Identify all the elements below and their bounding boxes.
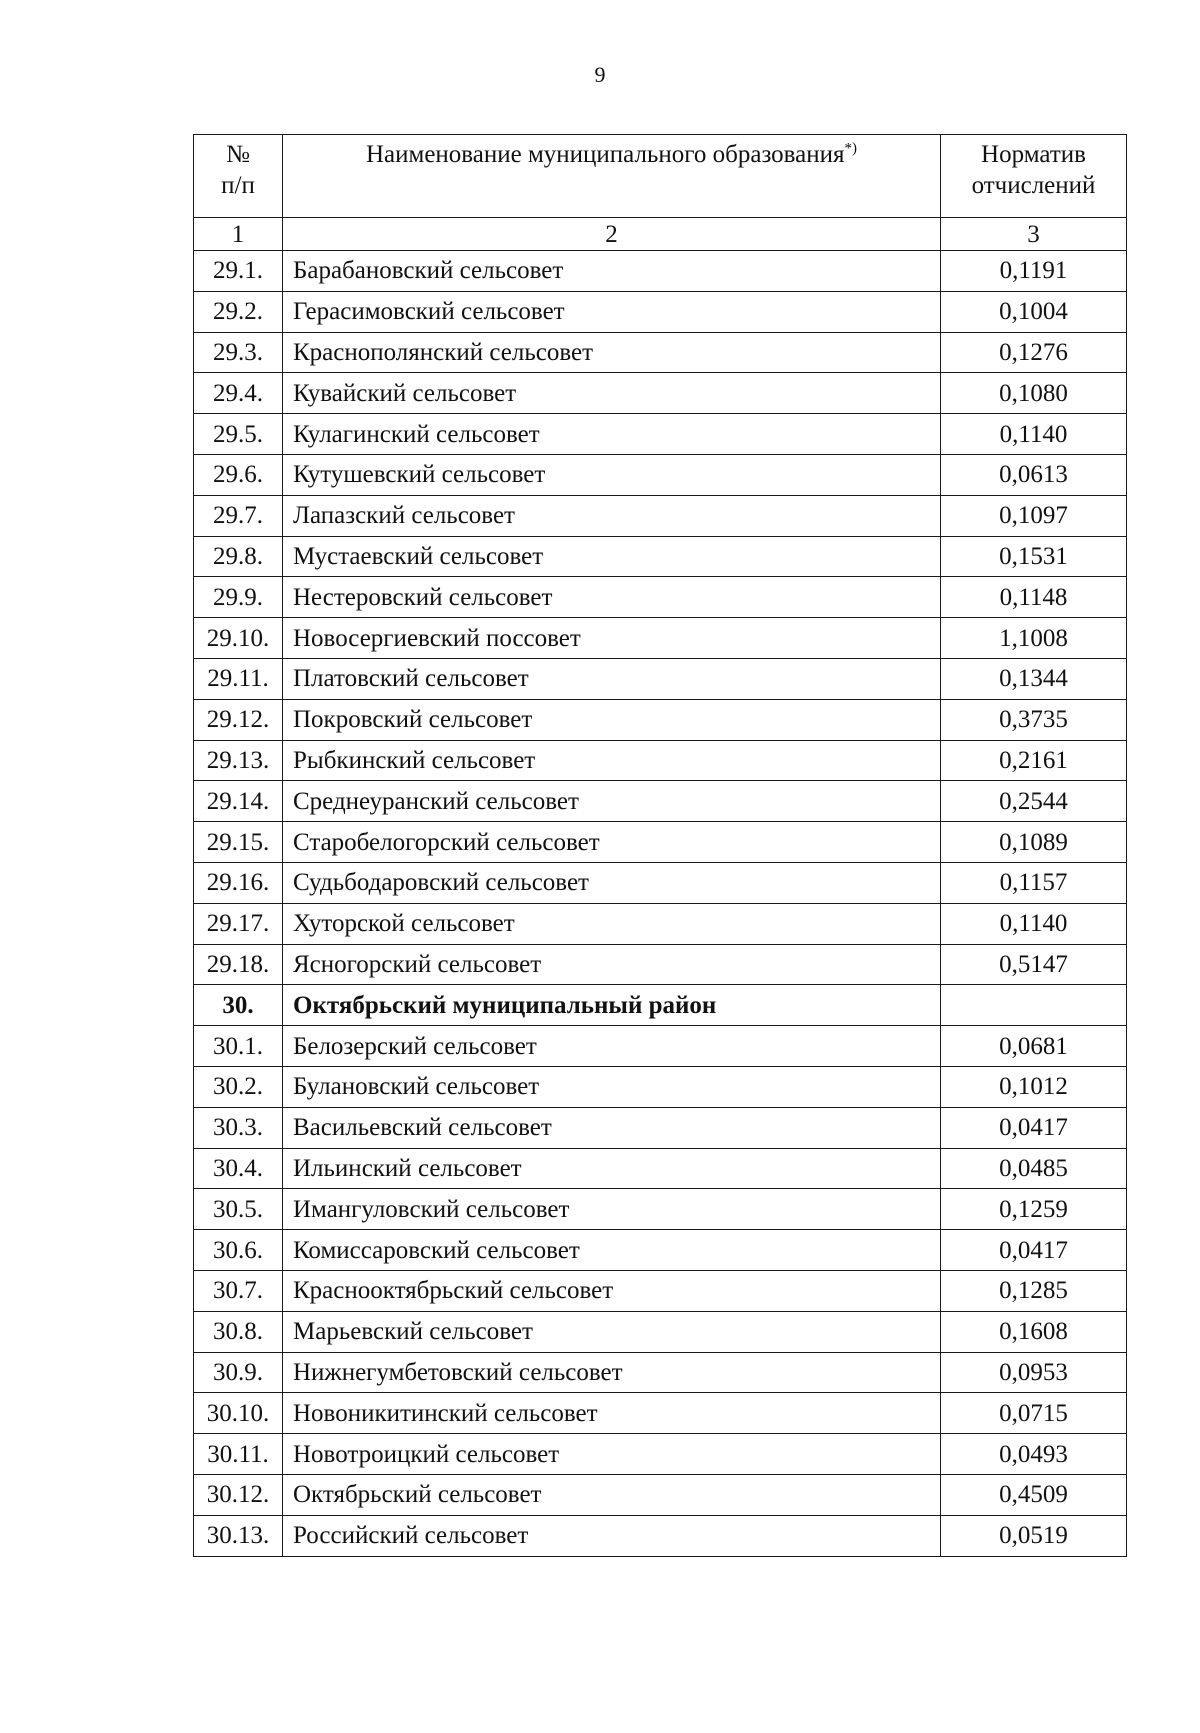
table-row <box>194 291 1127 332</box>
row-number: 30.3. <box>194 1107 283 1148</box>
header-name <box>283 135 941 218</box>
allocation-rate: 0,1140 <box>941 903 1127 944</box>
table-row <box>194 1515 1127 1556</box>
table-row <box>194 658 1127 699</box>
allocation-rate: 0,2544 <box>941 781 1127 822</box>
allocation-rate: 0,0681 <box>941 1026 1127 1067</box>
row-number: 30.4. <box>194 1148 283 1189</box>
table-row <box>194 740 1127 781</box>
row-number: 30.2. <box>194 1066 283 1107</box>
allocation-rate: 0,1148 <box>941 577 1127 618</box>
municipality-name: Платовский сельсовет <box>283 658 941 699</box>
allocation-rate: 0,1012 <box>941 1066 1127 1107</box>
row-number: 29.3. <box>194 332 283 373</box>
municipality-name: Новосергиевский поссовет <box>283 618 941 659</box>
table-row <box>194 495 1127 536</box>
row-number: 29.16. <box>194 862 283 903</box>
page-number: 9 <box>594 62 606 87</box>
row-number: 29.10. <box>194 618 283 659</box>
municipality-name: Среднеуранский сельсовет <box>283 781 941 822</box>
header-value-line2: отчислений <box>971 172 1096 200</box>
municipality-name: Краснооктябрьский сельсовет <box>283 1270 941 1311</box>
allocation-rate: 0,2161 <box>941 740 1127 781</box>
allocation-rate: 0,0417 <box>941 1107 1127 1148</box>
table-body <box>194 251 1127 1557</box>
allocation-rate: 0,0485 <box>941 1148 1127 1189</box>
row-number: 29.13. <box>194 740 283 781</box>
municipality-name: Рыбкинский сельсовет <box>283 740 941 781</box>
row-number: 30.6. <box>194 1230 283 1271</box>
allocation-rate: 0,1344 <box>941 658 1127 699</box>
table-row <box>194 903 1127 944</box>
footnote-mark: *) <box>844 140 858 157</box>
municipality-name: Покровский сельсовет <box>283 699 941 740</box>
table-row <box>194 1270 1127 1311</box>
column-index-1: 1 <box>194 218 283 251</box>
row-number: 29.17. <box>194 903 283 944</box>
municipality-name: Новотроицкий сельсовет <box>283 1434 941 1475</box>
row-number: 30.7. <box>194 1270 283 1311</box>
table-row <box>194 1311 1127 1352</box>
allocation-rate: 0,0715 <box>941 1393 1127 1434</box>
allocation-rate: 0,1276 <box>941 332 1127 373</box>
municipality-name: Старобелогорский сельсовет <box>283 822 941 863</box>
row-number: 30.8. <box>194 1311 283 1352</box>
table-row <box>194 373 1127 414</box>
row-number: 29.1. <box>194 251 283 292</box>
allocation-rate: 0,1004 <box>941 291 1127 332</box>
allocation-rate: 0,1259 <box>941 1189 1127 1230</box>
table-row <box>194 536 1127 577</box>
table-row <box>194 1393 1127 1434</box>
municipality-name: Герасимовский сельсовет <box>283 291 941 332</box>
header-number-line2: п/п <box>221 172 255 200</box>
table-row <box>194 781 1127 822</box>
allocation-rate: 0,0613 <box>941 454 1127 495</box>
table-row <box>194 332 1127 373</box>
allocation-rate: 0,0417 <box>941 1230 1127 1271</box>
row-number: 30.10. <box>194 1393 283 1434</box>
row-number: 29.5. <box>194 414 283 455</box>
municipality-name: Булановский сельсовет <box>283 1066 941 1107</box>
allocation-table <box>193 134 1127 1557</box>
municipality-name: Новоникитинский сельсовет <box>283 1393 941 1434</box>
allocation-rate: 0,0493 <box>941 1434 1127 1475</box>
municipality-name: Марьевский сельсовет <box>283 1311 941 1352</box>
table-row <box>194 1066 1127 1107</box>
municipality-name: Имангуловский сельсовет <box>283 1189 941 1230</box>
row-number: 29.12. <box>194 699 283 740</box>
row-number: 29.8. <box>194 536 283 577</box>
table-row <box>194 1474 1127 1515</box>
municipality-name: Кулагинский сельсовет <box>283 414 941 455</box>
row-number: 30.11. <box>194 1434 283 1475</box>
header-value <box>941 135 1127 218</box>
row-number: 29.7. <box>194 495 283 536</box>
municipality-name: Хуторской сельсовет <box>283 903 941 944</box>
table-row <box>194 822 1127 863</box>
row-number: 29.15. <box>194 822 283 863</box>
municipality-name: Ильинский сельсовет <box>283 1148 941 1189</box>
row-number: 30.1. <box>194 1026 283 1067</box>
table-row <box>194 944 1127 985</box>
municipality-name: Васильевский сельсовет <box>283 1107 941 1148</box>
row-number: 29.11. <box>194 658 283 699</box>
row-number: 29.6. <box>194 454 283 495</box>
allocation-rate: 0,1089 <box>941 822 1127 863</box>
allocation-rate: 0,4509 <box>941 1474 1127 1515</box>
table-row <box>194 1352 1127 1393</box>
allocation-rate: 0,0519 <box>941 1515 1127 1556</box>
allocation-rate: 0,1157 <box>941 862 1127 903</box>
allocation-rate: 0,1140 <box>941 414 1127 455</box>
header-number-line1: № <box>226 141 250 168</box>
municipality-name: Кутушевский сельсовет <box>283 454 941 495</box>
table-row <box>194 454 1127 495</box>
row-number: 30.12. <box>194 1474 283 1515</box>
municipality-name: Лапазский сельсовет <box>283 495 941 536</box>
table-row <box>194 251 1127 292</box>
table-row <box>194 862 1127 903</box>
row-number: 30. <box>194 985 283 1026</box>
column-index-row <box>194 218 1127 251</box>
municipality-name: Судьбодаровский сельсовет <box>283 862 941 903</box>
table-row <box>194 1434 1127 1475</box>
municipality-name: Кувайский сельсовет <box>283 373 941 414</box>
municipality-name: Белозерский сельсовет <box>283 1026 941 1067</box>
column-index-3: 3 <box>941 218 1127 251</box>
header-value-line1: Норматив <box>981 141 1086 168</box>
table-row <box>194 577 1127 618</box>
row-number: 30.5. <box>194 1189 283 1230</box>
table-row <box>194 699 1127 740</box>
municipality-name: Ясногорский сельсовет <box>283 944 941 985</box>
municipality-name: Октябрьский муниципальный район <box>283 985 941 1026</box>
municipality-name: Нестеровский сельсовет <box>283 577 941 618</box>
header-row <box>194 135 1127 218</box>
municipality-name: Комиссаровский сельсовет <box>283 1230 941 1271</box>
table-row <box>194 1230 1127 1271</box>
allocation-rate: 0,1191 <box>941 251 1127 292</box>
allocation-rate: 0,0953 <box>941 1352 1127 1393</box>
municipality-name: Нижнегумбетовский сельсовет <box>283 1352 941 1393</box>
allocation-rate: 1,1008 <box>941 618 1127 659</box>
table-header <box>194 135 1127 251</box>
table-section-row <box>194 985 1127 1026</box>
row-number: 29.4. <box>194 373 283 414</box>
column-index-2: 2 <box>283 218 941 251</box>
header-name-text: Наименование муниципального образования <box>365 141 845 168</box>
allocation-rate: 0,5147 <box>941 944 1127 985</box>
municipality-name: Краснополянский сельсовет <box>283 332 941 373</box>
allocation-rate: 0,1285 <box>941 1270 1127 1311</box>
allocation-rate: 0,1080 <box>941 373 1127 414</box>
municipality-name: Мустаевский сельсовет <box>283 536 941 577</box>
row-number: 30.13. <box>194 1515 283 1556</box>
allocation-rate: 0,1097 <box>941 495 1127 536</box>
table-row <box>194 1148 1127 1189</box>
table-row <box>194 618 1127 659</box>
header-number <box>194 135 283 218</box>
table-row <box>194 1189 1127 1230</box>
municipality-name: Российский сельсовет <box>283 1515 941 1556</box>
allocation-rate: 0,1531 <box>941 536 1127 577</box>
row-number: 30.9. <box>194 1352 283 1393</box>
allocation-rate: 0,3735 <box>941 699 1127 740</box>
allocation-rate <box>941 985 1127 1026</box>
row-number: 29.2. <box>194 291 283 332</box>
municipality-name: Барабановский сельсовет <box>283 251 941 292</box>
municipality-name: Октябрьский сельсовет <box>283 1474 941 1515</box>
table-row <box>194 1026 1127 1067</box>
row-number: 29.18. <box>194 944 283 985</box>
table-row <box>194 1107 1127 1148</box>
table-row <box>194 414 1127 455</box>
allocation-rate: 0,1608 <box>941 1311 1127 1352</box>
row-number: 29.14. <box>194 781 283 822</box>
row-number: 29.9. <box>194 577 283 618</box>
